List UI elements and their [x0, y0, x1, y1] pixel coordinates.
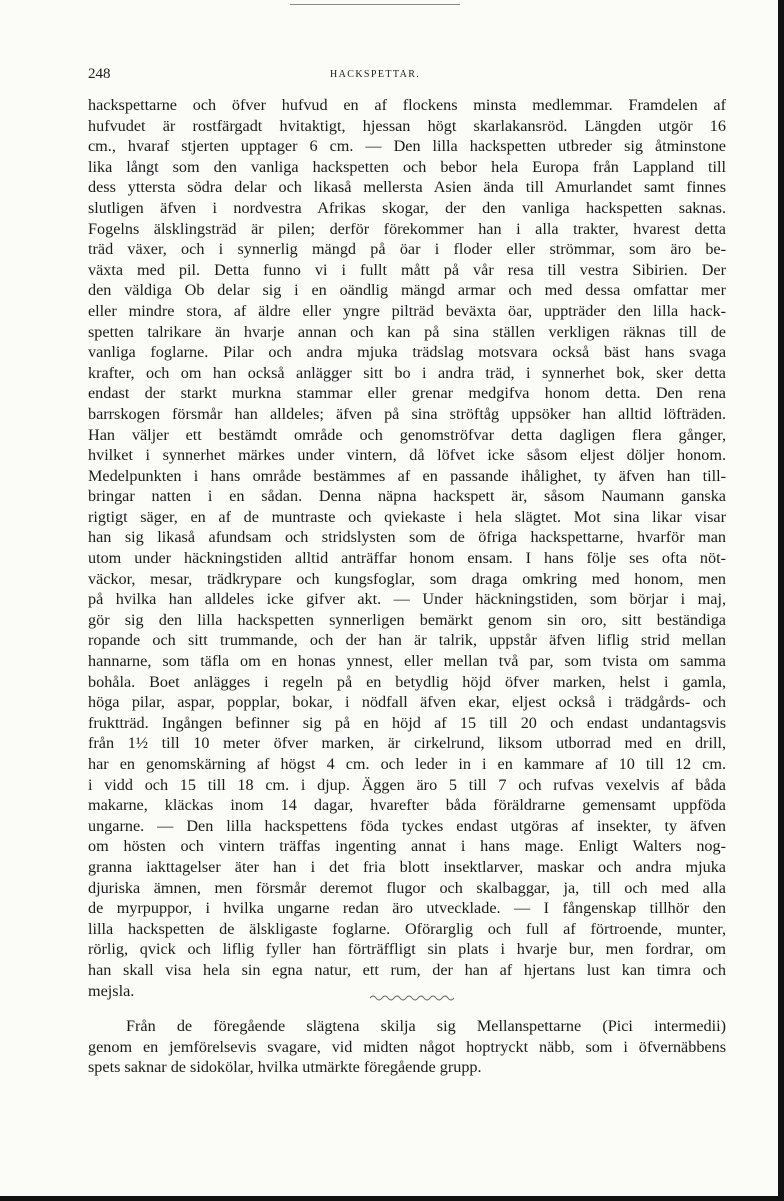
section-divider-ornament: [368, 993, 456, 1003]
scan-top-rule: [290, 4, 460, 5]
text-line: Från de föregående slägtena skilja sig Mellanspettarne (Pici intermedii): [126, 1017, 726, 1035]
text-line: Fogelns älsklingsträd är pilen; derför förekommer han i alla trakter, hvarest detta: [88, 219, 726, 238]
page-number: 248: [88, 66, 111, 82]
text-line: bohåla. Boet anlägges i regeln på en betydlig höjd öfver marken, helst i gamla,: [88, 672, 726, 691]
text-line: lilla hackspetten de älskligaste foglarne. Oförarglig och full af förtroende, munter,: [88, 919, 726, 938]
text-line: den väldiga Ob delar sig i en oändlig mängd armar och med dessa omfattar mer: [88, 281, 726, 300]
text-line: de myrpuppor, i hvilka ungarne redan äro utvecklade. — I fångenskap tillhör den: [88, 899, 726, 918]
text-line: spets saknar de sidokölar, hvilka utmärkte föregående grupp.: [88, 1058, 482, 1077]
scan-right-edge: [778, 0, 784, 1201]
text-line: Medelpunkten i hans område bestämmes af en passande ihålighet, ty äfven han till-: [88, 466, 726, 485]
text-line: ropande och sitt trummande, och der han är talrik, uppstår äfven liflig strid mellan: [88, 631, 726, 650]
text-line: bringar natten i en sådan. Denna näpna hackspett är, såsom Naumann ganska: [88, 487, 726, 506]
text-line: djuriska ämnen, men försmår deremot flugor och skalbaggar, ja, till och med alla: [88, 878, 726, 897]
text-line: väckor, mesar, trädkrypare och kungsfoglar, som draga omkring med honom, men: [88, 569, 726, 588]
text-line: träd växer, och i synnerlig mängd på öar i floder eller strömmar, som äro be-: [88, 240, 726, 259]
text-line: rörlig, qvick och liflig fyller han förträffligt sin plats i hvarje bur, men fordrar, om: [88, 940, 726, 959]
text-line: barrskogen försmår han alldeles; äfven på sina ströftåg uppsöker han alltid löfträden.: [88, 404, 726, 423]
text-line: dess yttersta södra delar och likaså mellersta Asien ända till Amurlandet samt finnes: [88, 178, 726, 197]
text-line: utom under häckningstiden alltid anträffar honom ensam. I hans följe ses ofta nöt-: [88, 549, 726, 568]
text-line: slutligen äfven i nordvestra Afrikas skogar, der den vanliga hackspetten saknas.: [88, 198, 726, 217]
text-line: om hösten och vintern träffas ingenting annat i hans mage. Enligt Walters nog-: [88, 837, 726, 856]
text-line: vanliga foglarne. Pilar och andra mjuka trädslag motsvara också bäst hans svaga: [88, 343, 726, 362]
text-line: spetten talrikare än hvarje annan och kan på sina ställen verkligen räknas till de: [88, 322, 726, 341]
next-section-paragraph: [88, 1016, 726, 1078]
running-head: HACKSPETTAR.: [330, 69, 421, 80]
text-line: han skall visa hela sin egna natur, ett rum, der han af hjertans lust kan timra och: [88, 960, 726, 979]
text-line: hvilket i synnerhet märkes under vintern, då löfvet icke såsom eljest döljer honom.: [88, 446, 726, 465]
text-line: han sig likaså afundsam och stridslysten som de öfriga hackspettarne, hvarför man: [88, 528, 726, 547]
text-line: Han väljer ett bestämdt område och genomströfvar detta dagligen flera gånger,: [88, 425, 726, 444]
text-line: granna iakttagelser äter han i det fria blott insektlarver, maskar och andra mjuka: [88, 857, 726, 876]
text-line: växta med pil. Detta funno vi i fullt mått på vår resa till vestra Sibirien. Der: [88, 260, 726, 279]
text-line: lika långt som den vanliga hackspetten och bebor hela Europa från Lappland till: [88, 157, 726, 176]
text-line: hackspettarne och öfver hufvud en af flockens minsta medlemmar. Framdelen af: [88, 96, 726, 114]
text-line: ungarne. — Den lilla hackspettens föda tyckes endast utgöras af insekter, ty äfven: [88, 816, 726, 835]
text-line: från 1½ till 10 meter öfver marken, är cirkelrund, liksom utborrad med en drill,: [88, 734, 726, 753]
text-line: fruktträd. Ingången befinner sig på en höjd af 15 till 20 och endast undantagsvis: [88, 713, 726, 732]
text-line: på hvilka han alldeles icke gifver akt. — Under häckningstiden, som börjar i maj,: [88, 590, 726, 609]
text-line: i vidd och 15 till 18 cm. i djup. Äggen äro 5 till 7 och rufvas vexelvis af båda: [88, 775, 726, 794]
text-line: höga pilar, aspar, popplar, bokar, i nödfall äfven ekar, eljest också i trädgårds- och: [88, 693, 726, 712]
text-line: mejsla.: [88, 981, 135, 1000]
text-line: har en genomskärning af högst 4 cm. och leder in i en kammare af 10 till 12 cm.: [88, 755, 726, 773]
text-line: cm., hvaraf stjerten upptager 6 cm. — Den lilla hackspetten utbreder sig åtminstone: [88, 137, 726, 156]
text-line: rigtigt säger, en af de muntraste och qviekaste i hela slägtet. Mot sina likar visar: [88, 507, 726, 526]
text-line: hannarne, som täfla om en honas ynnest, eller mellan två par, som tvista om samma: [88, 652, 726, 671]
text-line: krafter, och om han också anlägger sitt bo i andra träd, i synnerhet bok, sker detta: [88, 363, 726, 382]
text-line: hufvudet är rostfärgadt hvitaktigt, hjessan högt skarlakansröd. Längden utgör 16: [88, 116, 726, 135]
text-line: endast der starkt murkna stammar eller grenar medgifva honom detta. Den rena: [88, 384, 726, 403]
text-line: genom en jemförelsevis svagare, vid midten något hoptryckt näbb, som i öfvernäbbens: [88, 1037, 726, 1056]
text-line: makarne, kläckas inom 14 dagar, hvarefter båda föräldrarne gemensamt uppföda: [88, 796, 726, 815]
scan-bottom-edge: [0, 1196, 784, 1201]
text-line: gör sig den lilla hackspetten synnerligen bemärkt genom sin oro, sitt beständiga: [88, 610, 726, 629]
body-paragraph: [88, 95, 726, 1001]
text-line: eller mindre stora, af äldre eller yngre pilträd beväxta öar, uppträder den lilla hack-: [88, 301, 726, 320]
